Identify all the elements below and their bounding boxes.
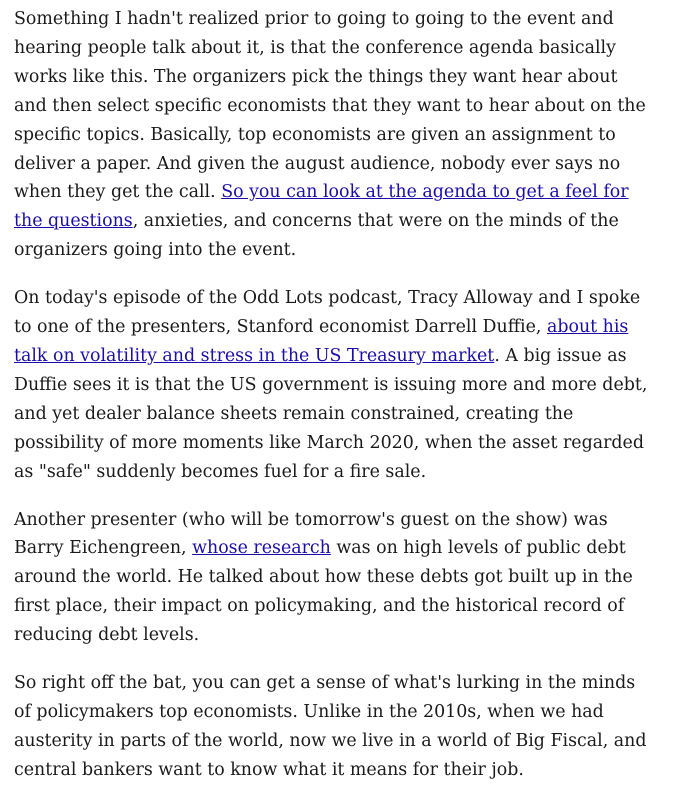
paragraph-text: was on high levels of public debt around the world. He talked about how these debts got built up in the first place, their impact on policymaking, and the historical record of reducing debt levels. (14, 538, 633, 646)
paragraph-text: , anxieties, and concerns that were on the minds of the organizers going into the event. (14, 211, 619, 261)
paragraph-text: Another presenter (who will be tomorrow's guest on the show) was Barry Eichengreen, (14, 509, 608, 559)
paragraph-duffie (14, 284, 654, 486)
paragraph-agenda (14, 5, 654, 265)
paragraph-text: So right off the bat, you can get a sense of what's lurking in the minds of policymakers top economists. Unlike in the 2010s, when we had austerity in parts of the world, now we live in a world of Big Fiscal, and central bankers want to know what it means for their job. (14, 673, 647, 780)
paragraph-eichengreen (14, 506, 654, 651)
eichengreen-research-link[interactable]: whose research (192, 538, 331, 559)
paragraph-text: Something I hadn't realized prior to going to going to the event and hearing people talk about it, is that the conference agenda basically works like this. The organizers pick the things they want hear about and then select specific economists that they want to hear about on the specific topics. Basically, top economists are given an assignment to deliver a paper. And given the august audience, nobody ever says no when they get the call. (14, 9, 646, 203)
duffie-talk-link[interactable]: about his talk on volatility and stress in the US Treasury market (14, 317, 629, 366)
paragraph-text: . A big issue as Duffie sees it is that the US government is issuing more and more debt, and yet dealer balance sheets remain constrained, creating the possibility of more moments like March 2020, when the asset regarded as "safe" suddenly becomes fuel for a fire sale. (14, 345, 648, 482)
paragraph-text: On today's episode of the Odd Lots podcast, Tracy Alloway and I spoke to one of the presenters, Stanford economist Darrell Duffie, (14, 288, 641, 338)
paragraph-big-fiscal (14, 669, 654, 785)
agenda-link[interactable]: So you can look at the agenda to get a feel for the questions (14, 182, 629, 232)
